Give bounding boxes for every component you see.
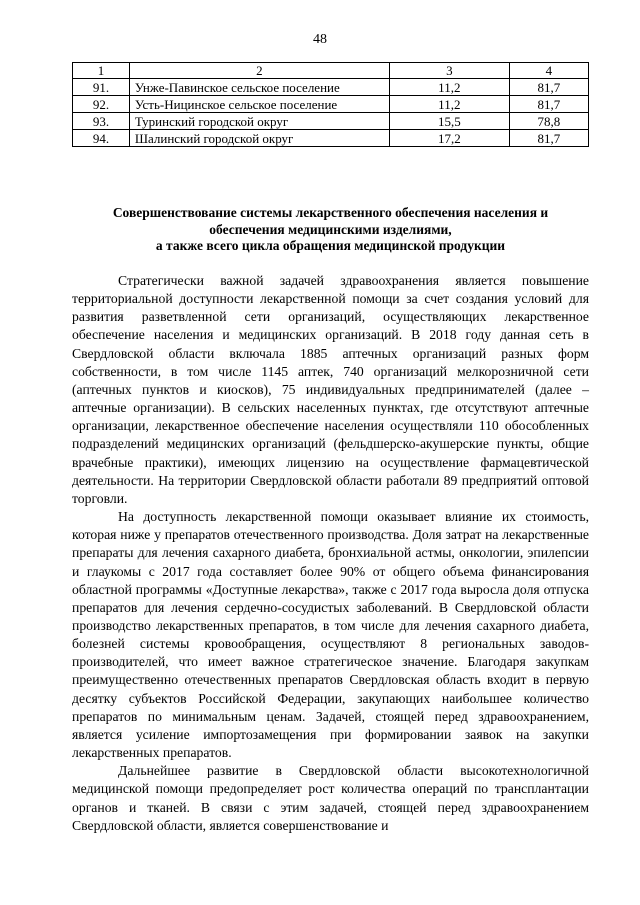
settlement-name-cell: Туринский городской округ: [129, 113, 389, 130]
row-number-cell: 94.: [73, 130, 130, 147]
row-number-cell: 93.: [73, 113, 130, 130]
row-number-cell: 92.: [73, 96, 130, 113]
row-number-cell: 91.: [73, 79, 130, 96]
value-cell: 81,7: [509, 79, 588, 96]
column-header: 4: [509, 63, 588, 79]
body-text: [72, 272, 589, 835]
column-header: 1: [73, 63, 130, 79]
value-cell: 15,5: [389, 113, 509, 130]
column-header: 2: [129, 63, 389, 79]
section-heading-line: обеспечения медицинскими изделиями,: [209, 221, 452, 237]
value-cell: 78,8: [509, 113, 588, 130]
page-number: 48: [313, 32, 327, 47]
section-heading-line: а также всего цикла обращения медицинской продукции: [155, 238, 506, 253]
table-header-row: [73, 63, 589, 79]
paragraph: На доступность лекарственной помощи оказывает влияние их стоимость, которая ниже у препаратов отечественного производства. Доля затрат на лекарственные препараты для лечения сахарного диабета, бронхиальной астмы, онкологии, эпилепсии и глаукомы с 2017 года составляет более 90% от общего объема финансирования областной программы «Доступные лекарства», также с 2017 года выросла доля отпуска препаратов для лечения сердечно-сосудистых заболеваний. В Свердловской области производство лекарственных препаратов, в том числе для лечения сахарного диабета, болезней системы кровообращения, осуществляют 8 региональных заводов-производителей, что имеет важное стратегическое значение. Благодаря закупкам преимущественно отечественных препаратов Свердловская область входит в первую десятку субъектов Российской Федерации, закупающих наибольшее количество препаратов по минимальным ценам. Задачей, стоящей перед здравоохранением, является усиление импортозамещения при формировании заявок на закупки лекарственных препаратов.: [72, 509, 589, 761]
column-header: 3: [389, 63, 509, 79]
data-table: [72, 62, 589, 147]
table-row: [73, 79, 589, 96]
settlement-name-cell: Шалинский городской округ: [129, 130, 389, 147]
settlement-name-cell: Унже-Павинское сельское поселение: [129, 79, 389, 96]
settlement-name-cell: Усть-Ницинское сельское поселение: [129, 96, 389, 113]
paragraph: Дальнейшее развитие в Свердловской области высокотехнологичной медицинской помощи предопределяет рост количества операций по трансплантации органов и тканей. В связи с этим задачей, стоящей перед здравоохранением Свердловской области, является совершенствование и: [72, 763, 589, 833]
value-cell: 17,2: [389, 130, 509, 147]
section-heading: [72, 205, 589, 255]
table-row: [73, 113, 589, 130]
paragraph: Стратегически важной задачей здравоохранения является повышение территориальной доступности лекарственной помощи за счет создания условий для развития разветвленной сети организаций, осуществляющих лекарственное обеспечение населения и медицинских организаций. В 2018 году данная сеть в Свердловской области включала 1885 аптечных организаций разных форм собственности, в том числе 1145 аптек, 740 организаций мелкорозничной сети (аптечных пунктов и киосков), 75 индивидуальных предпринимателей (далее – аптечные организации). В сельских населенных пунктах, где отсутствуют аптечные организации, лекарственное обеспечение населения осуществляли 110 обособленных подразделений медицинских организаций (фельдшерско-акушерские пункты, общие врачебные практики), имеющих лицензию на осуществление фармацевтической деятельности. На территории Свердловской области работали 89 предприятий оптовой торговли.: [72, 273, 589, 506]
section-heading-line: Совершенствование системы лекарственного обеспечения населения и: [112, 205, 549, 220]
value-cell: 81,7: [509, 130, 588, 147]
value-cell: 11,2: [389, 96, 509, 113]
table-row: [73, 130, 589, 147]
table-row: [73, 96, 589, 113]
value-cell: 81,7: [509, 96, 588, 113]
value-cell: 11,2: [389, 79, 509, 96]
